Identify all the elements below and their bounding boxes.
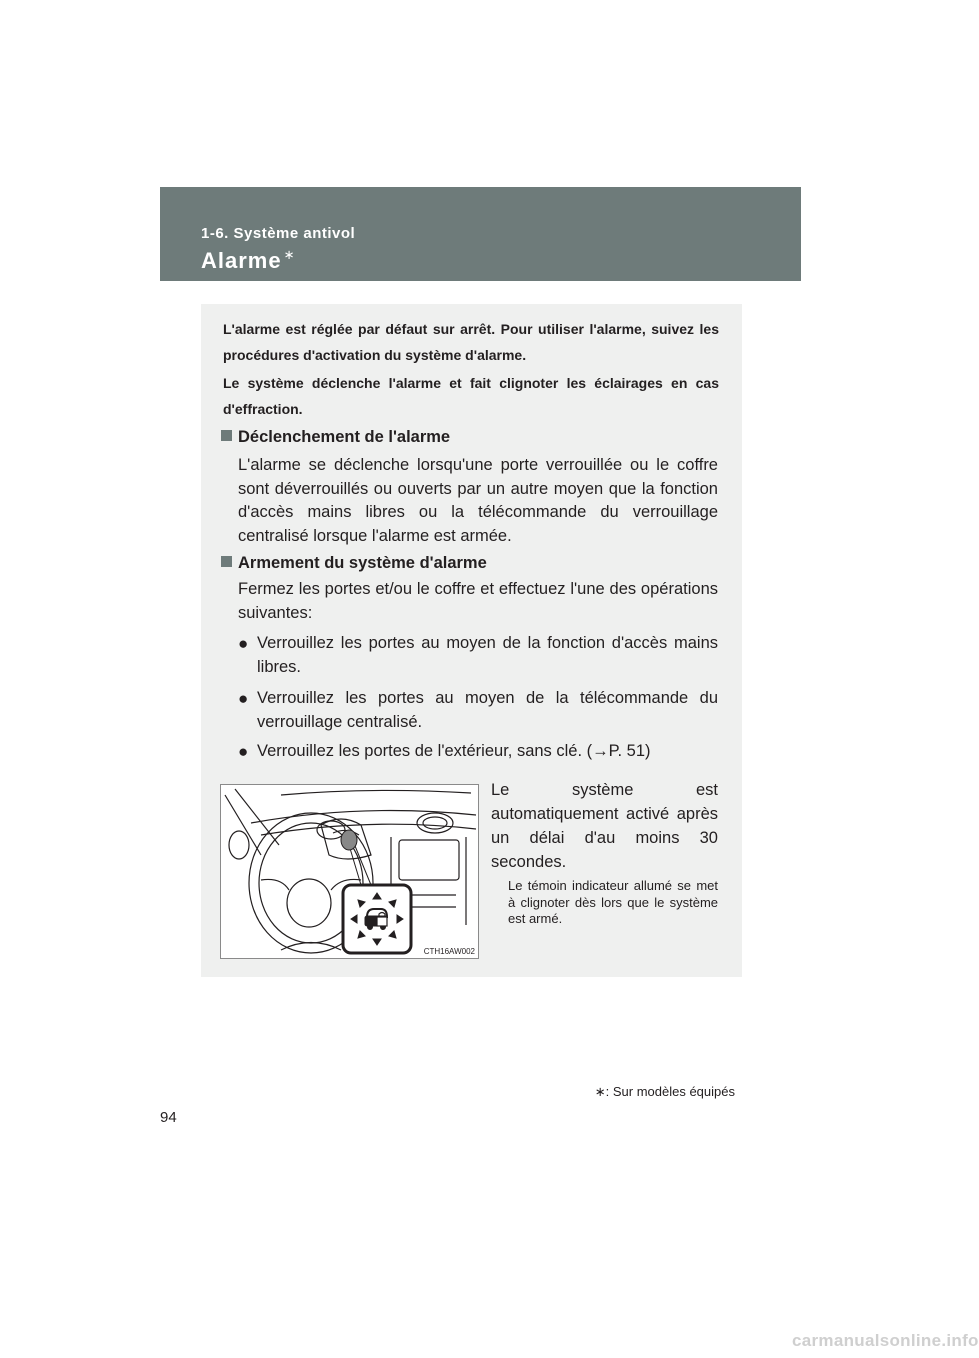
chapter-header [160, 187, 801, 281]
figure-caption-line: un délai d'au moins 30 [491, 829, 718, 847]
page-number: 94 [160, 1109, 177, 1126]
list-item [238, 632, 718, 679]
intro-paragraph: L'alarme est réglée par défaut sur arrêt. Pour utiliser l'alarme, suivez les procédures d'activation du système d'alarme. [223, 321, 719, 363]
footnote: ∗: Sur modèles équipés [594, 1084, 735, 1099]
list-item [238, 740, 718, 764]
section-heading-text: Armement du système d'alarme [238, 554, 487, 572]
list-item-text: Verrouillez les portes au moyen de la fonction d'accès mains libres. [257, 634, 718, 676]
figure-note: Le témoin indicateur allumé se met à clignoter dès lors que le système est armé. [508, 878, 718, 926]
page-title-text: Alarme [201, 248, 282, 273]
title-asterisk: ∗ [283, 247, 296, 262]
list-item-text: Verrouillez les portes au moyen de la télécommande du verrouillage centralisé. [257, 689, 718, 731]
bullet-dot-icon: ● [238, 689, 249, 708]
section-heading-text: Déclenchement de l'alarme [238, 428, 451, 446]
dashboard-illustration [220, 784, 479, 959]
section-paragraph: Fermez les portes et/ou le coffre et effectuez l'une des opérations suivantes: [238, 580, 718, 622]
figure-caption-line: automatiquement activé après [491, 805, 718, 823]
content-box [201, 304, 742, 977]
figure-caption-line: secondes. [491, 853, 567, 871]
section-heading [221, 428, 450, 447]
figure-caption-line: Le système est [491, 781, 718, 799]
intro-paragraph: Le système déclenche l'alarme et fait clignoter les éclairages en cas d'effraction. [223, 375, 719, 417]
section-label: 1-6. Système antivol [201, 225, 356, 242]
bullet-dot-icon: ● [238, 634, 249, 653]
bullet-dot-icon: ● [238, 742, 249, 761]
dashboard-drawing [221, 785, 478, 958]
watermark: carmanualsonline.info [792, 1331, 979, 1350]
page-title [201, 247, 296, 274]
figure-code: CTH16AW002 [423, 947, 475, 956]
section-paragraph: L'alarme se déclenche lorsqu'une porte verrouillée ou le coffre sont déverrouillés ou ouverts par un autre moyen que la fonction d'accès mains libres ou la télécommande du verrouillage centralisé lorsque l'alarme est armée. [238, 456, 718, 545]
section-heading [221, 554, 487, 573]
list-item-text: Verrouillez les portes de l'extérieur, sans clé. (→P. 51) [257, 742, 651, 760]
square-bullet-icon [221, 556, 232, 567]
square-bullet-icon [221, 430, 232, 441]
list-item [238, 687, 718, 734]
